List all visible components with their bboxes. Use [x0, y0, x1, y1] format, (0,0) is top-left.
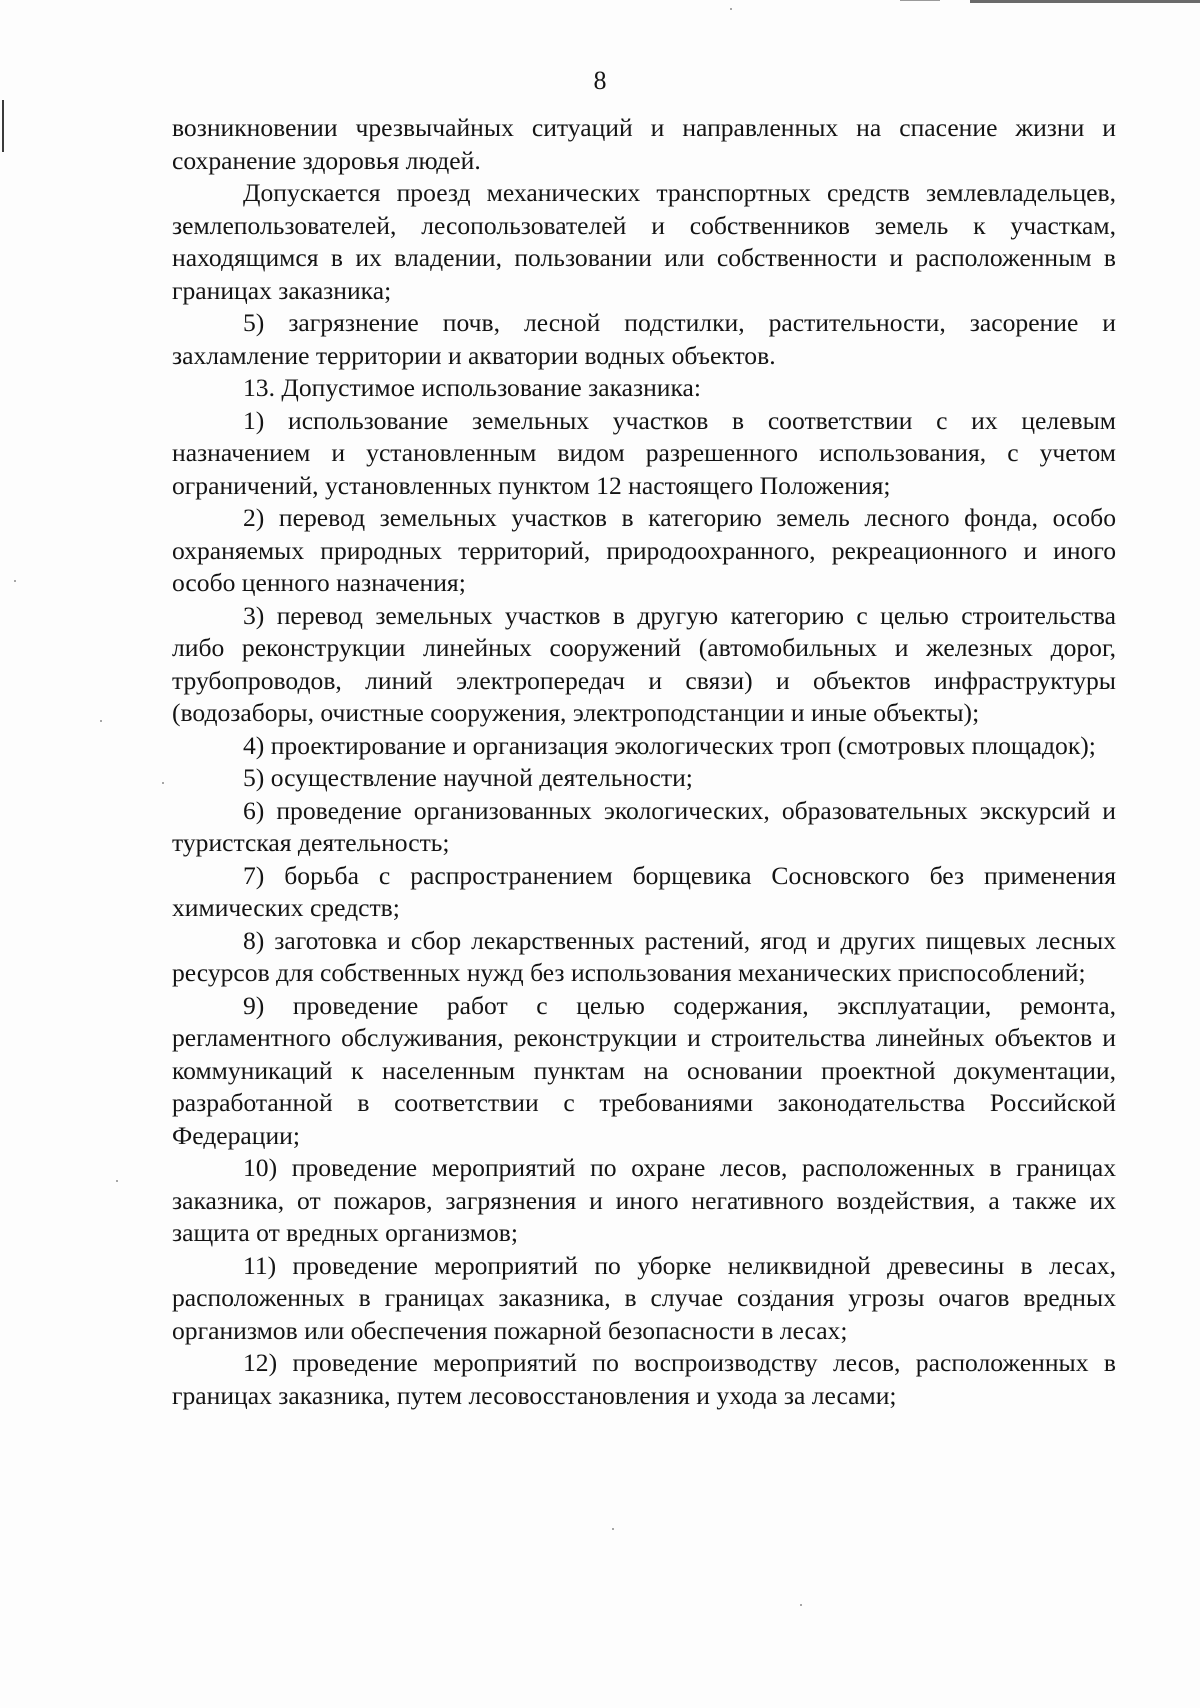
scan-speck	[116, 1180, 118, 1182]
page-number: 8	[593, 66, 607, 95]
scan-speck	[100, 720, 102, 722]
paragraph: 4) проектирование и организация экологических троп (смотровых площадок);	[243, 730, 1096, 760]
paragraph: 1) использование земельных участков в соответствии с их целевым назначением и установленным видом разрешенного использования, с учетом ограничений, установленных пунктом 12 настоящего Положения;	[172, 405, 1116, 500]
paragraph: 9) проведение работ с целью содержания, эксплуатации, ремонта, регламентного обслуживания, реконструкции и строительства линейных объектов и коммуникаций к населенным пунктам на основании проектной документации, разработанной в соответствии с требованиями законодательства Российской Федерации;	[172, 990, 1116, 1150]
scan-edge-mark	[970, 0, 1200, 3]
scan-speck	[162, 782, 164, 784]
scan-edge-mark	[900, 0, 940, 1]
paragraph: 13. Допустимое использование заказника:	[243, 373, 702, 402]
paragraph: 11) проведение мероприятий по уборке неликвидной древесины в лесах, расположенных в границах заказника, в случае создания угрозы очагов вредных организмов или обеспечения пожарной безопасности в лесах;	[172, 1250, 1116, 1345]
paragraph: 8) заготовка и сбор лекарственных растений, ягод и других пищевых лесных ресурсов для собственных нужд без использования механических приспособлений;	[172, 925, 1116, 987]
paragraph: 5) осуществление научной деятельности;	[243, 763, 693, 792]
paragraph: 12) проведение мероприятий по воспроизводству лесов, расположенных в границах заказника, путем лесовосстановления и ухода за лесами;	[172, 1348, 1116, 1410]
scan-speck	[800, 1604, 802, 1606]
paragraph-continuation: возникновении чрезвычайных ситуаций и направленных на спасение жизни и сохранение здоровья людей.	[172, 113, 1116, 175]
paragraph: 3) перевод земельных участков в другую категорию с целью строительства либо реконструкции линейных сооружений (автомобильных и железных дорог, трубопроводов, линий электропередач и связи) и объектов инфраструктуры (водозаборы, очистные сооружения, электроподстанции и иные объекты);	[172, 600, 1116, 727]
scan-speck	[612, 1528, 614, 1530]
scan-speck	[14, 580, 16, 582]
paragraph: 10) проведение мероприятий по охране лесов, расположенных в границах заказника, от пожаров, загрязнения и иного негативного воздействия, а также их защита от вредных организмов;	[172, 1153, 1116, 1247]
scan-speck	[730, 8, 732, 10]
paragraph: 2) перевод земельных участков в категорию земель лесного фонда, особо охраняемых природных территорий, природоохранного, рекреационного и иного особо ценного назначения;	[172, 503, 1116, 597]
paragraph: 6) проведение организованных экологических, образовательных экскурсий и туристская деятельность;	[172, 795, 1116, 857]
scan-edge-mark	[2, 100, 4, 152]
document-body	[172, 112, 1116, 1412]
paragraph: Допускается проезд механических транспортных средств землевладельцев, землепользователей, лесопользователей и собственников земель к участкам, находящимся в их владении, пользовании или собственности и расположенным в границах заказника;	[172, 178, 1116, 305]
paragraph: 5) загрязнение почв, лесной подстилки, растительности, засорение и захламление территории и акватории водных объектов.	[172, 308, 1116, 370]
paragraph: 7) борьба с распространением борщевика Сосновского без применения химических средств;	[172, 860, 1116, 922]
